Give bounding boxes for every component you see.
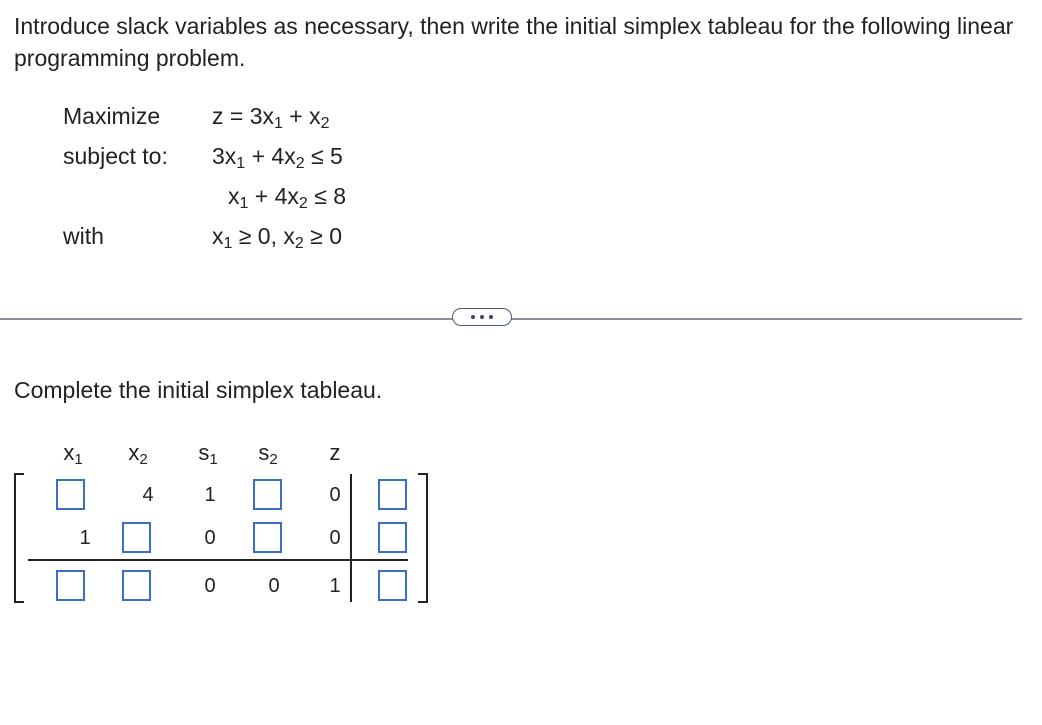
tableau-cell-r1-x2: 4 — [142, 484, 154, 506]
tableau-prompt: Complete the initial simplex tableau. — [14, 377, 383, 403]
answer-input-r2-x2[interactable] — [122, 522, 151, 553]
tableau-cell-r2-z: 0 — [329, 527, 341, 549]
tableau-cell-r3-z: 1 — [329, 575, 341, 597]
constraint-1: $3x_1 + 4x_2 \le 5$ — [212, 143, 343, 172]
answer-input-r3-x2[interactable] — [122, 570, 151, 601]
question-text: Introduce slack variables as necessary, then write the initial simplex tableau for the following linear programming problem. — [14, 13, 1014, 71]
nonnegativity-constraint: $x_1 \ge 0$, $x_2 \ge 0$ — [212, 223, 342, 252]
answer-input-r2-s2[interactable] — [253, 522, 282, 553]
col-header-x2: $x_2$ — [128, 440, 148, 468]
ellipsis-icon — [480, 315, 484, 319]
subject-to-label: subject to: — [63, 143, 168, 169]
answer-input-r1-rhs[interactable] — [378, 479, 407, 510]
with-label: with — [63, 223, 104, 249]
col-header-s2: $s_2$ — [258, 440, 278, 468]
tableau-cell-r1-z: 0 — [329, 484, 341, 506]
maximize-label: Maximize — [63, 103, 161, 129]
show-more-button[interactable] — [452, 308, 512, 326]
tableau-cell-r2-x1: 1 — [79, 527, 91, 549]
tableau-cell-r1-s1: 1 — [204, 484, 216, 506]
tableau-cell-r2-s1: 0 — [204, 527, 216, 549]
tableau-cell-r3-s2: 0 — [268, 575, 280, 597]
tableau-cell-r3-s1: 0 — [204, 575, 216, 597]
matrix-left-bracket — [14, 473, 24, 603]
ellipsis-icon — [489, 315, 493, 319]
answer-input-r1-x1[interactable] — [56, 479, 85, 510]
col-header-s1: $s_1$ — [198, 440, 218, 468]
constraint-2: $x_1 + 4x_2 \le 8$ — [228, 183, 347, 212]
answer-input-r3-rhs[interactable] — [378, 570, 407, 601]
col-header-x1: $x_1$ — [63, 440, 83, 468]
col-header-z: z — [329, 440, 341, 465]
answer-input-r1-s2[interactable] — [253, 479, 282, 510]
matrix-right-bracket — [418, 473, 428, 603]
objective-function: $z = 3x_1 + x_2$ — [212, 103, 330, 132]
answer-input-r3-x1[interactable] — [56, 570, 85, 601]
ellipsis-icon — [471, 315, 475, 319]
answer-input-r2-rhs[interactable] — [378, 522, 407, 553]
